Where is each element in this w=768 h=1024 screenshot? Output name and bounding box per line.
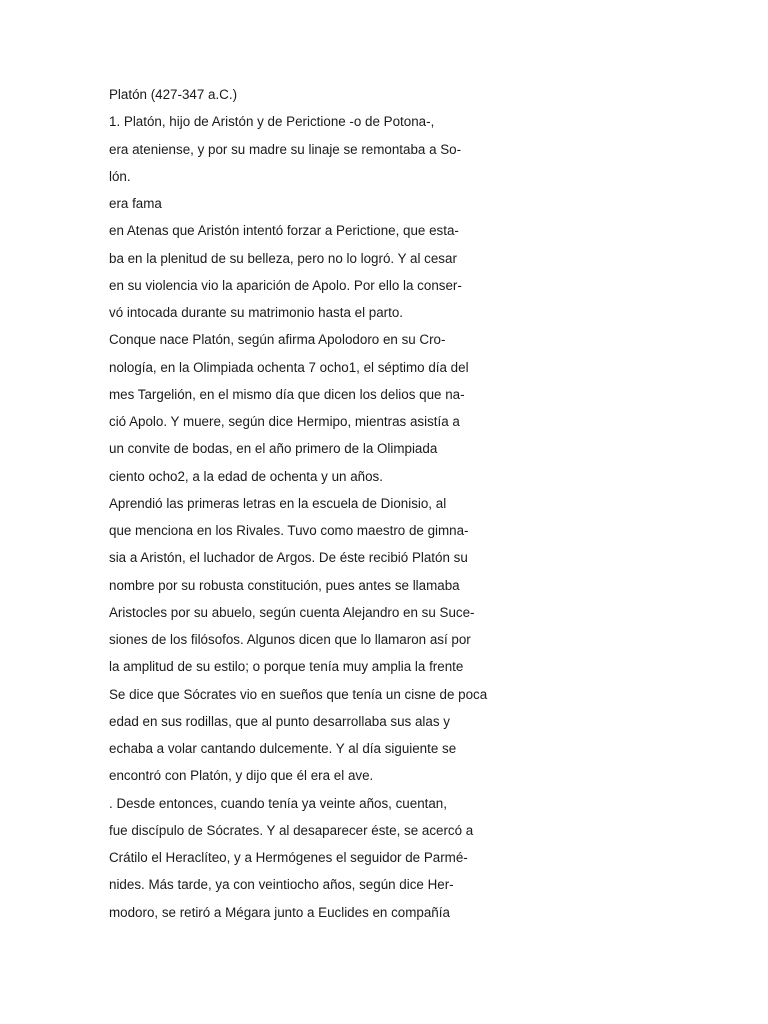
text-line: mes Targelión, en el mismo día que dicen los delios que na- [109,386,465,402]
text-line: echaba a volar cantando dulcemente. Y al día siguiente se [109,741,457,756]
text-line: 1. Platón, hijo de Aristón y de Perictione -o de Potona-, [109,114,435,130]
text-line: en su violencia vio la aparición de Apolo. Por ello la conser- [109,277,462,293]
text-line: Crátilo el Heraclíteo, y a Hermógenes el seguidor de Parmé- [109,850,468,865]
text-line: Conque nace Platón, según afirma Apolodoro en su Cro- [109,332,446,348]
text-line: ció Apolo. Y muere, según dice Hermipo, mientras asistía a [109,414,460,429]
text-line: que menciona en los Rivales. Tuvo como maestro de gimna- [109,523,469,538]
text-line: Aristocles por su abuelo, según cuenta Alejandro en su Suce- [109,604,475,620]
text-line: encontró con Platón, y dijo que él era el ave. [109,768,374,784]
document-body [109,85,489,930]
text-line: era fama [109,196,162,211]
text-line: era ateniense, y por su madre su linaje se remontaba a So- [109,141,462,157]
text-line: la amplitud de su estilo; o porque tenía muy amplia la frente [109,659,464,675]
text-line: vó intocada durante su matrimonio hasta el parto. [109,305,404,320]
text-line: lón. [109,168,131,184]
text-line: ba en la plenitud de su belleza, pero no lo logró. Y al cesar [109,250,457,266]
text-line: nides. Más tarde, ya con veintiocho años, según dice Her- [109,877,454,893]
text-line: modoro, se retiró a Mégara junto a Euclides en compañía [109,904,450,920]
text-line: ciento ocho2, a la edad de ochenta y un años. [109,468,383,484]
text-line: un convite de bodas, en el año primero de la Olimpiada [109,441,438,457]
text-line: fue discípulo de Sócrates. Y al desaparecer éste, se acercó a [109,822,474,838]
text-line: Platón (427-347 a.C.) [109,87,238,102]
text-line: Se dice que Sócrates vio en sueños que tenía un cisne de poca [109,686,488,702]
text-line: nombre por su robusta constitución, pues antes se llamaba [109,577,460,593]
text-line: en Atenas que Aristón intentó forzar a Perictione, que esta- [109,223,459,239]
text-line: edad en sus rodillas, que al punto desarrollaba sus alas y [109,713,450,729]
text-line: sia a Aristón, el luchador de Argos. De éste recibió Platón su [109,550,468,566]
text-line: siones de los filósofos. Algunos dicen que lo llamaron así por [109,632,471,647]
text-line: nología, en la Olimpiada ochenta 7 ocho1, el séptimo día del [109,359,469,375]
text-line: . Desde entonces, cuando tenía ya veinte años, cuentan, [109,795,447,811]
text-line: Aprendió las primeras letras en la escuela de Dionisio, al [109,495,447,511]
